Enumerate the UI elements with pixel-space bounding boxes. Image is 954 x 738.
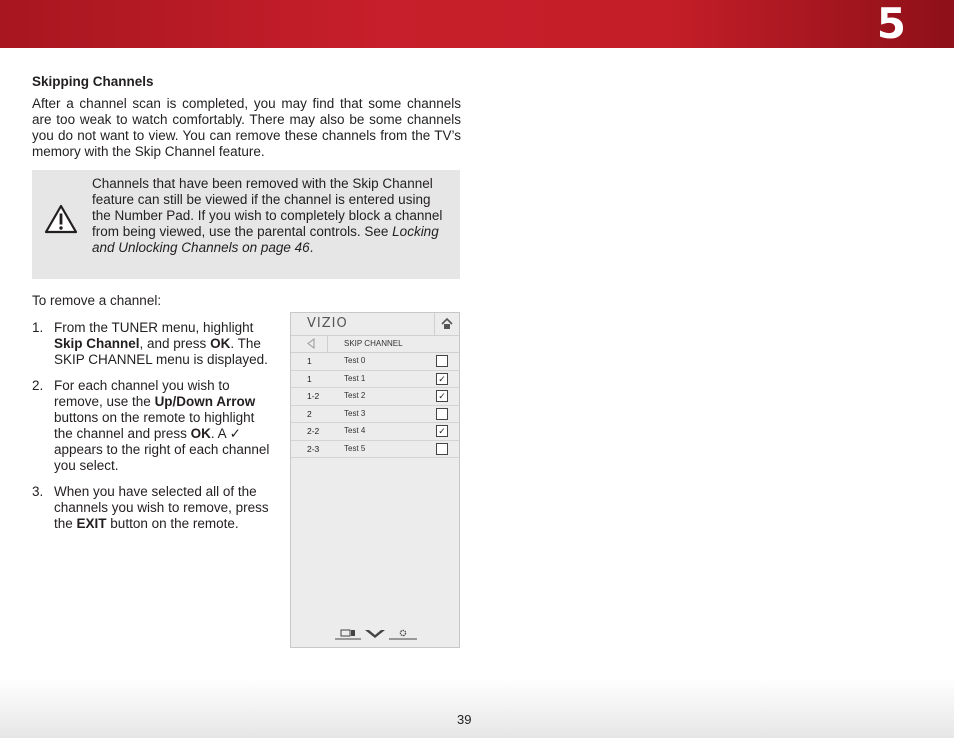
channel-number: 1 <box>307 356 312 366</box>
note-text <box>92 176 447 256</box>
chapter-number: 5 <box>876 0 906 48</box>
step-keyword: OK <box>190 426 211 441</box>
skip-checkbox[interactable] <box>436 408 448 420</box>
step-text: , and press <box>139 336 211 351</box>
tv-menu-title-row <box>291 335 459 353</box>
wide-icon[interactable] <box>335 630 361 639</box>
vizio-v-icon[interactable] <box>365 630 385 638</box>
note-body: Channels that have been removed with the Skip Channel feature can still be viewed if the channel is entered using the Number Pad. If you wish to completely block a channel from being viewed, use the parental controls. See <box>92 176 443 239</box>
step-item <box>32 320 272 368</box>
skip-checkbox[interactable]: ✓ <box>436 425 448 437</box>
channel-number: 1-2 <box>307 391 320 401</box>
step-keyword: EXIT <box>76 516 107 531</box>
tv-menu-screenshot <box>290 312 460 648</box>
channel-name: Test 2 <box>344 391 366 400</box>
step-keyword: Up/Down Arrow <box>154 394 256 409</box>
channel-name: Test 5 <box>344 443 366 453</box>
step-text: . A ✓ appears to the right of each channel you select. <box>54 426 270 473</box>
note-link-locking-channels[interactable]: Locking and Unlocking Channels on page 46 <box>92 224 439 255</box>
intro-paragraph: After a channel scan is completed, you may find that some channels are too weak to watch comfortably. There may also be some channels you do not want to view. You can remove these channels from the TV’s memory with the Skip Channel feature. <box>32 96 461 159</box>
home-button[interactable] <box>434 313 459 335</box>
page-footer <box>0 678 954 738</box>
back-arrow-icon[interactable] <box>307 338 315 349</box>
tv-menu-bottom-bar <box>333 627 423 641</box>
channel-row[interactable] <box>291 406 459 424</box>
channel-row[interactable] <box>291 371 459 389</box>
step-text: button on the remote. <box>106 516 239 531</box>
tv-menu-title: SKIP CHANNEL <box>344 339 403 348</box>
step-keyword: Skip Channel <box>54 336 140 351</box>
channel-name: Test 3 <box>344 408 366 418</box>
channel-name: Test 0 <box>344 356 366 365</box>
step-keyword: OK <box>210 336 231 351</box>
channel-number: 2 <box>307 408 312 419</box>
channel-name: Test 4 <box>344 426 366 435</box>
channel-row[interactable] <box>291 353 459 371</box>
channel-row[interactable] <box>291 388 459 406</box>
step-item <box>32 484 272 532</box>
channel-name: Test 1 <box>344 373 366 383</box>
warning-icon <box>44 204 78 234</box>
skip-checkbox[interactable]: ✓ <box>436 373 448 385</box>
section-title: Skipping Channels <box>32 74 154 89</box>
gear-icon[interactable] <box>389 630 417 639</box>
note-box <box>32 170 460 279</box>
step-number: 2. <box>32 378 44 393</box>
divider <box>327 335 328 352</box>
channel-row[interactable] <box>291 441 459 459</box>
skip-checkbox[interactable]: ✓ <box>436 390 448 402</box>
note-end: . <box>309 240 314 255</box>
skip-checkbox[interactable] <box>436 443 448 455</box>
channel-number: 2-2 <box>307 426 320 436</box>
channel-list <box>291 353 459 458</box>
step-item <box>32 378 272 474</box>
step-text: buttons on the remote to highlight the channel and press <box>54 410 255 441</box>
step-text: . The SKIP CHANNEL menu is displayed. <box>54 336 268 367</box>
steps-list <box>32 320 272 542</box>
channel-number: 2-3 <box>307 443 320 454</box>
channel-row[interactable] <box>291 423 459 441</box>
step-text: When you have selected all of the channels you wish to remove, press the <box>54 484 269 531</box>
step-number: 1. <box>32 320 44 335</box>
step-number: 3. <box>32 484 44 499</box>
skip-checkbox[interactable] <box>436 355 448 367</box>
home-icon <box>435 313 459 335</box>
channel-number: 1 <box>307 373 312 384</box>
step-text: From the TUNER menu, highlight <box>54 320 254 335</box>
steps-intro: To remove a channel: <box>32 293 162 308</box>
step-text: For each channel you wish to remove, use the <box>54 378 230 409</box>
tv-menu-top-bar <box>291 313 459 336</box>
vizio-logo: VIZIO <box>307 316 348 331</box>
page-number: 39 <box>457 712 472 727</box>
chapter-header-band <box>0 0 954 48</box>
